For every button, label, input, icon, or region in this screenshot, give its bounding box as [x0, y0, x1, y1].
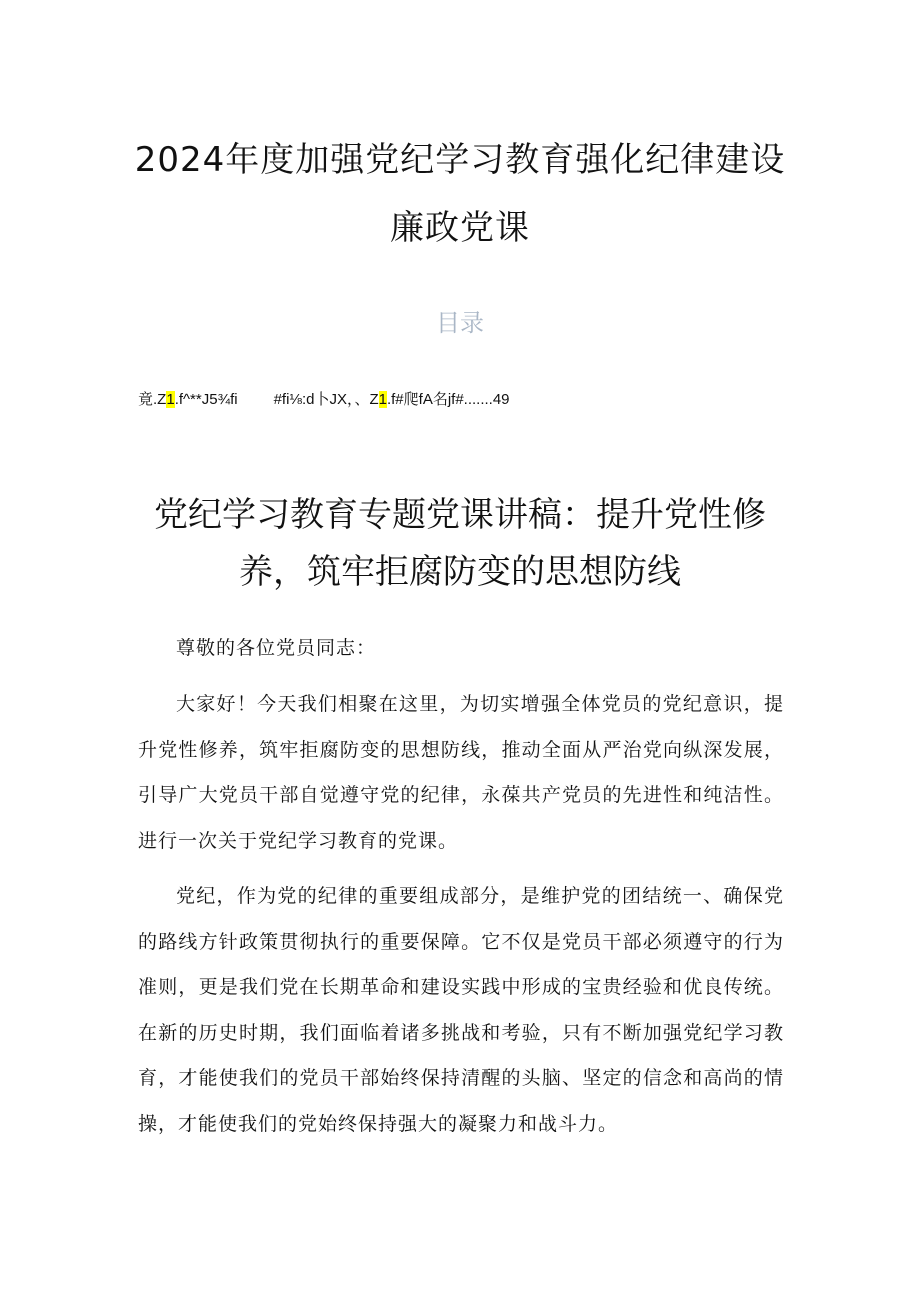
document-title-line-1: 2024年度加强党纪学习教育强化纪律建设	[134, 140, 786, 180]
toc-entry-text: .f^**J5¾fi	[174, 391, 238, 408]
greeting: 尊敬的各位党员同志：	[176, 637, 377, 659]
toc-entry-text: #fi⅛:d卜JX，、Z	[273, 391, 379, 408]
toc-heading: 目录	[436, 309, 484, 337]
section-title-line-1: 党纪学习教育专题党课讲稿：提升党性修	[154, 495, 766, 535]
document-title-line-2: 廉政党课	[390, 208, 530, 248]
toc-entry-text: .f#爬fA名jf#.......49	[386, 391, 510, 408]
body-paragraph: 大家好！今天我们相聚在这里，为切实增强全体党员的党纪意识，提升党性修养，筑牢拒腐防变的思想防线，推动全面从严治党向纵深发展，引导广大党员干部自觉遵守党的纪律，永葆共产党员的先进性和纯洁性。进行一次关于党纪学习教育的党课。	[138, 693, 784, 852]
toc-highlight: 1	[166, 391, 175, 408]
section-title-line-2: 养，筑牢拒腐防变的思想防线	[239, 552, 681, 592]
body-paragraph: 党纪，作为党的纪律的重要组成部分，是维护党的团结统一、确保党的路线方针政策贯彻执行的重要保障。它不仅是党员干部必须遵守的行为准则，更是我们党在长期革命和建设实践中形成的宝贵经验和优良传统。在新的历史时期，我们面临着诸多挑战和考验，只有不断加强党纪学习教育，才能使我们的党员干部始终保持清醒的头脑、坚定的信念和高尚的情操，才能使我们的党始终保持强大的凝聚力和战斗力。	[138, 885, 784, 1135]
toc-entry-text: 竟.Z	[138, 391, 167, 408]
toc-entry[interactable]	[138, 388, 510, 409]
toc-highlight: 1	[378, 391, 387, 408]
